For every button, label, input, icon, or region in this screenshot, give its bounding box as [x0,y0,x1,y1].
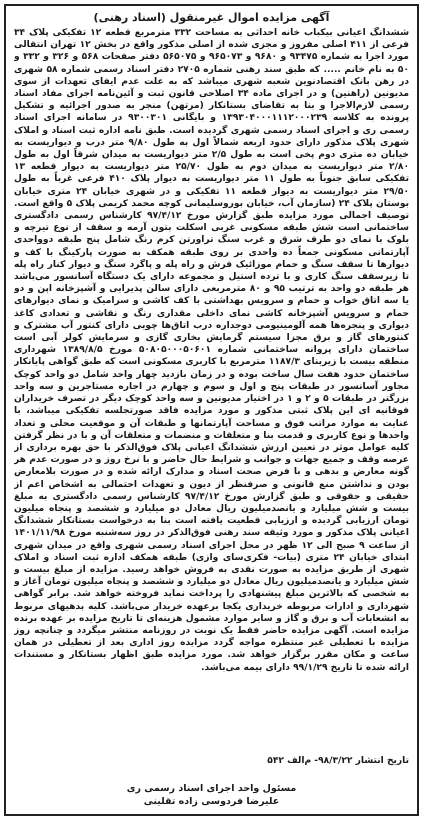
notice-title: آگهی مزایده اموال غیرمنقول (اسناد رهنی) [93,11,330,24]
auction-notice [4,4,419,816]
signature-name: علیرضا فردوسی زاده تقلینی [143,796,280,807]
publication-date: تاریخ انتشار ۹۸/۳/۲۲- م‌الف ۵۴۲ [267,756,409,766]
signature-block [6,782,417,808]
signature-office: مسئول واحد اجرای اسناد رسمی ری [126,783,297,794]
notice-body: ششدانگ اعیانی بیکباب خانه احداثی به مساحت ۳۳۲ مترمربع قطعه ۱۲ تفکیکی پلاک ۳۴ فرعی از ۴۱۱ اصلی مفروز و مجزی شده از اصلی مذکور واقع در بخش ۱۲ تهران انتقالی مورد اجرا به شماره ۹۳۴۷۵ و ۹۶۸۰ و ۹۶۵۰۷۳ و ۵۶۵۰۷۵ دفتر صفحات ۵۶۸ و ۳۲۶ و ۳۳۲ و ۵۰ به نام خانم ..... که طبق سند رهنی شماره ۲۷۰۵ دفتر اسناد رسمی شماره ۵۸ شهری در رهن بانک اقتصادنوین شعبه شهری میباشد که به علت عدم ایفای تعهدات از سوی مدیونین (راهنین) و در اجرای ماده ۳۴ اصلاحی قانون ثبت و آئین‌نامه اجرای مفاد اسناد رسمی لازم‌الاجرا و بنا به تقاضای بستانکار (مرتهن) منجر به صدور اجرائیه و تشکیل پرونده به کلاسه ۱۳۹۳۰۴۰۰۰۱۱۱۲۰۰۰۲۳۹ و بایگانی ۹۳۰۰۳۰۱ در سامانه اجرای اسناد رسمی ری و اجرای اسناد رسمی شهری گردیده است. طبق نامه اداره ثبت اسناد و املاک شهری پلاک مذکور دارای حدود اربعه شمالاً اول به طول ۹/۸۰ متر درب و دیواریست به خیابان ده متری دوم پخی است به طول ۲/۵ متر دیواریست به میدان شرقاً اول به طول ۲/۸۰ متر دیواریست به میدان دوم به طول ۲۵/۷۰ متر دیواریست به دیوار قطعه ۱۳ تفکیکی سابق جنوباً به طول ۱۱ متر دیواریست به دیوار پلاک ۴۱۰ فرعی غرباً به طول ۲۹/۵۰ متر دیواریست به دیوار قطعه ۱۱ تفکیکی و در شهری خیابان ۲۴ متری خیابان بوستان پلاک ۲۴ (سازمان آب، خیابان بوروسلیمانی کوچه محمد کریمی پلاک ۵ واقع است. توصیف اجمالی مورد مزایده طبق گزارش مورخ ۹۷/۴/۱۲ کارشناس رسمی دادگستری ساختمانی است شش طبقه مسکونی غربی اسکلت بتون آرمه و سقف از نوع تیرچه و بلوک با نمای دو طرف شرق و غرب سنگ تراورتن کرم رنگ شامل پنج طبقه دوواحدی آپارتمانی مسکونی جمعاً ده واحدی بر روی طبقه همکف به صورت پارکینگ با کف و دیوارها تا سقف سنگ و حمام موزائیک فرش و راه پله و پاگرد سنگ و دیوار کنار راه پله تا زیرسقف سنگ کاری و با ترده استیل و مجموعه دارای یک دستگاه آسانسور می‌باشد هر طبقه دو واحد به ترتیب ۹۵ و ۸۰ مترمربعی دارای سالن پذیرایی و آشپزخانه اپن و دو یا سه اتاق خواب و حمام و سرویس بهداشتی با کف کاشی و سرامیک و نمای دیوارهای حمام و سرویس آشپزخانه کاشی نمای داخلی مقداری رنگ و نقاشی و تعدادی کاغذ دیواری و پنجره‌ها همه آلومینیومی دوجداره درب اتاق‌ها چوبی دارای کنتور آب مشترک و کنتورهای گاز و برق مجزا سیستم گرمایش بخاری گازی و سرمایش کولر آبی است ساختمان دارای پروانه ساختمانی شماره ۵۰۸۰۵۰۰۰۵۰۶۰۱ مورخ ۱۳۸۹/۸/۵ شهرداری منطقه بیست با زیربنای ۱۱۸۷/۳ مترمربع با کاربری مسکونی است که طبق گواهی پایانکار ساختمان حدود هفت سال ساخت بوده و در زمان بازدید چهار واحد شامل دو واحد کوچک مجاور آسانسور در طبقات پنج و اول و سوم و چهارم در اجاره مستاجرین و سه واحد بزرگتر در طبقات ۵ و ۲ و ۱ در اختیار مدیونین و سه واحد کوچک دیگر در تصرف خریداران فوقانیه ای این پلاک ثبتی مذکور و مورد مزایده فاقد صورتجلسه تفکیکی میباشد، با عنایت به موارد مراتب فوق و مساحت آپارتمانها و طبقات آن و موقعیت محلی و تعداد واحدها و نوع کاربری و قدمت بنا و متعلقات و منضمات و متعلقات آن و با در نظر گرفتن کلیه عوامل موثر در تعیین ارزش ششدانگ اعیانی پلاک فوق‌الذکر با حق بهره برداری از عرصه وقف و جمیع جهات و جوانب و شرایط حال حاضر و با نرخ روز و در صورت عدم هر گونه معارض و بدهی و با فرض صحت اسناد و مدارک ارائه شده و در صورت بلامعارض بودن و نداشتن منع قانونی و صرفنظر از دیون و تعهدات احتمالی به اشخاص اعم از حقیقی و حقوقی و طبق گزارش مورخ ۹۷/۴/۱۲ کارشناس رسمی دادگستری به مبلغ بیست و شش میلیارد و یانصدمیلیون ریال معادل دو میلیارد و ششصد و پنجاه میلیون تومان ارزیابی گردیده و ارزیابی قطعیت یافته است بنا به درخواست بستانکار ششدانگ اعیانی پلاک مذکور و مورد وثیقه سند رهنی فوق‌الذکر در روز سه‌شنبه مورخ ۱۴۰۱/۱۱/۹۸ از ساعت ۹ صبح الی ۱۲ ظهر در محل اجرای اسناد رسمی شهری واقع در میدان شهری ابتدای خیابان ۲۴ متری (بیات- فکری‌سای وازی) طبقه همکف اداره ثبت اسناد و املاک شهری از طریق مزایده به صورت نقدی به فروش خواهد رسید. مزایده از مبلغ بیست و شش میلیارد و یانصدمیلیون ریال معادل دو میلیارد و ششصد و پنجاه میلیون تومان آغاز و به شخصی که بالاترین مبلغ پیشنهادی را پرداخت نماید فروخته خواهد شد. برابر گواهی شهرداری و ادارات مربوطه خریداری یکجا برعهده خریدار می‌باشد. کلیه بدهیهای مربوط به انشعابات آب و برق و گاز و سایر موارد مشمول هزینه‌ای تا تاریخ مزایده بر عهده برنده مزایده است. آگهی مزایده حاضر فقط یک نوبت در روزنامه منتشر میگردد و چنانچه روز مزایده با تعطیلی غیر منتظره مواجه گردد مزایده روز اداری بعد از تعطیلی در همان ساعت و مکان مقرر برگزار خواهد شد. مورد مزایده طبق اظهار بستانکار و مستندات ارائه شده تا تاریخ ۹۹/۱/۲۹ دارای بیمه می‌باشد. [14,28,409,673]
